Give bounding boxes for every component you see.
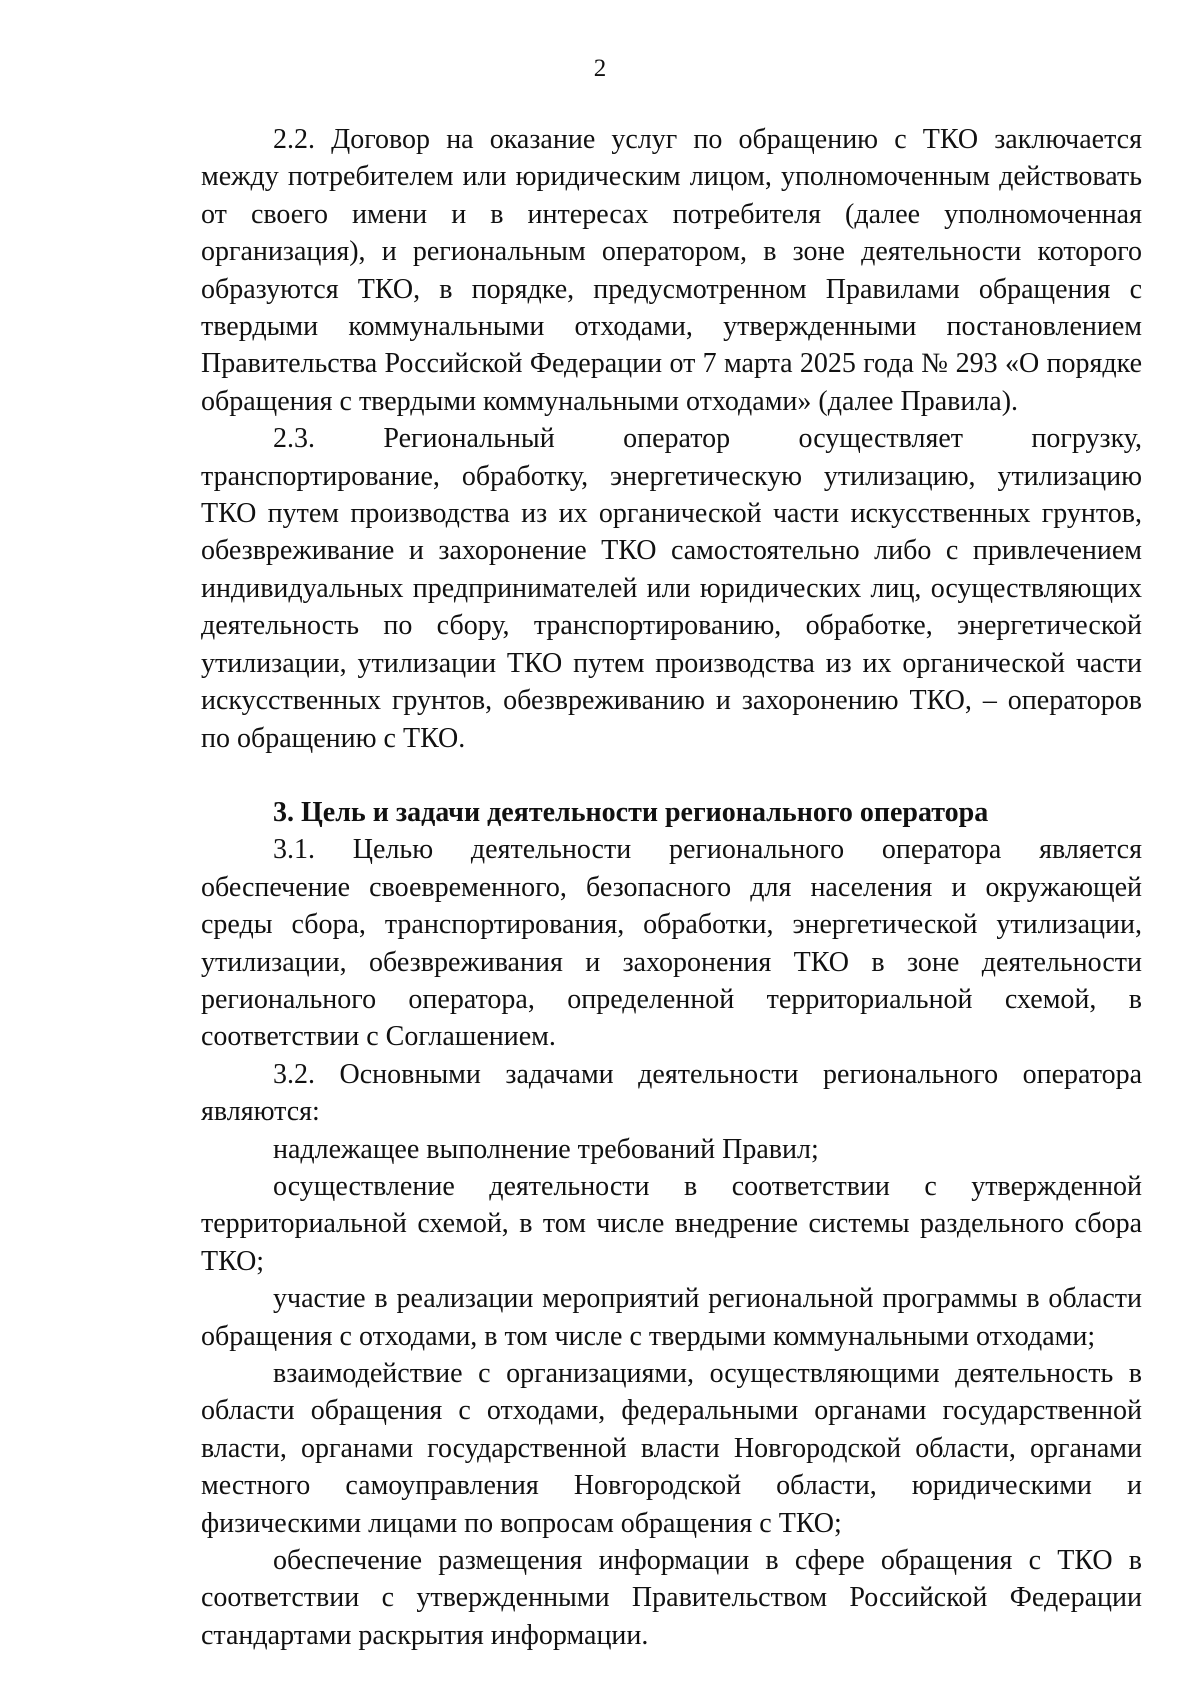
paragraph-3-2: 3.2. Основными задачами деятельности регионального оператора являются: — [201, 1058, 1142, 1128]
task-item-rules: надлежащее выполнение требований Правил; — [273, 1133, 819, 1165]
paragraph-3-1: 3.1. Целью деятельности регионального оператора является обеспечение своевременного, безопасного для населения и окружающей среды сбора, транспортирования, обработки, энергетической утилизации, утилизации, обезвреживания и захоронения ТКО в зоне деятельности регионального оператора, определенной территориальной схемой, в соответствии с Соглашением. — [201, 834, 1142, 1053]
task-item-regional-program: участие в реализации мероприятий региональной программы в области обращения с отходами, в том числе с твердыми коммунальными отходами; — [201, 1283, 1142, 1352]
task-item-information-disclosure: обеспечение размещения информации в сфере обращения с ТКО в соответствии с утвержденными Правительством Российской Федерации стандартами раскрытия информации. — [201, 1545, 1142, 1651]
document-body — [201, 121, 1142, 1654]
task-item-interaction: взаимодействие с организациями, осуществляющими деятельность в области обращения с отходами, федеральными органами государственной власти, органами государственной власти Новгородской области, органами местного самоуправления Новгородской области, юридическими и физическими лицами по вопросам обращения с ТКО; — [201, 1358, 1142, 1539]
section-heading: 3. Цель и задачи деятельности регионального оператора — [273, 796, 989, 828]
paragraph-2-2: 2.2. Договор на оказание услуг по обращению с ТКО заключается между потребителем или юридическим лицом, уполномоченным действовать от своего имени и в интересах потребителя (далее уполномоченная организация), и региональным оператором, в зоне деятельности которого образуются ТКО, в порядке, предусмотренном Правилами обращения с твердыми коммунальными отходами, утвержденными постановлением Правительства Российской Федерации от 7 марта 2025 года № 293 «О порядке обращения с твердыми коммунальными отходами» (далее Правила). — [201, 124, 1142, 417]
paragraph-2-3: 2.3. Региональный оператор осуществляет погрузку, транспортирование, обработку, энергетическую утилизацию, утилизацию ТКО путем производства из их органической части искусственных грунтов, обезвреживание и захоронение ТКО самостоятельно либо с привлечением индивидуальных предпринимателей или юридических лиц, осуществляющих деятельность по сбору, транспортированию, обработке, энергетической утилизации, утилизации ТКО путем производства из их органической части искусственных грунтов, обезвреживанию и захоронению ТКО, – операторов по обращению с ТКО. — [201, 423, 1142, 754]
page-number: 2 — [593, 55, 607, 82]
task-item-territorial-scheme: осуществление деятельности в соответствии с утвержденной территориальной схемой, в том числе внедрение системы раздельного сбора ТКО; — [201, 1170, 1142, 1277]
